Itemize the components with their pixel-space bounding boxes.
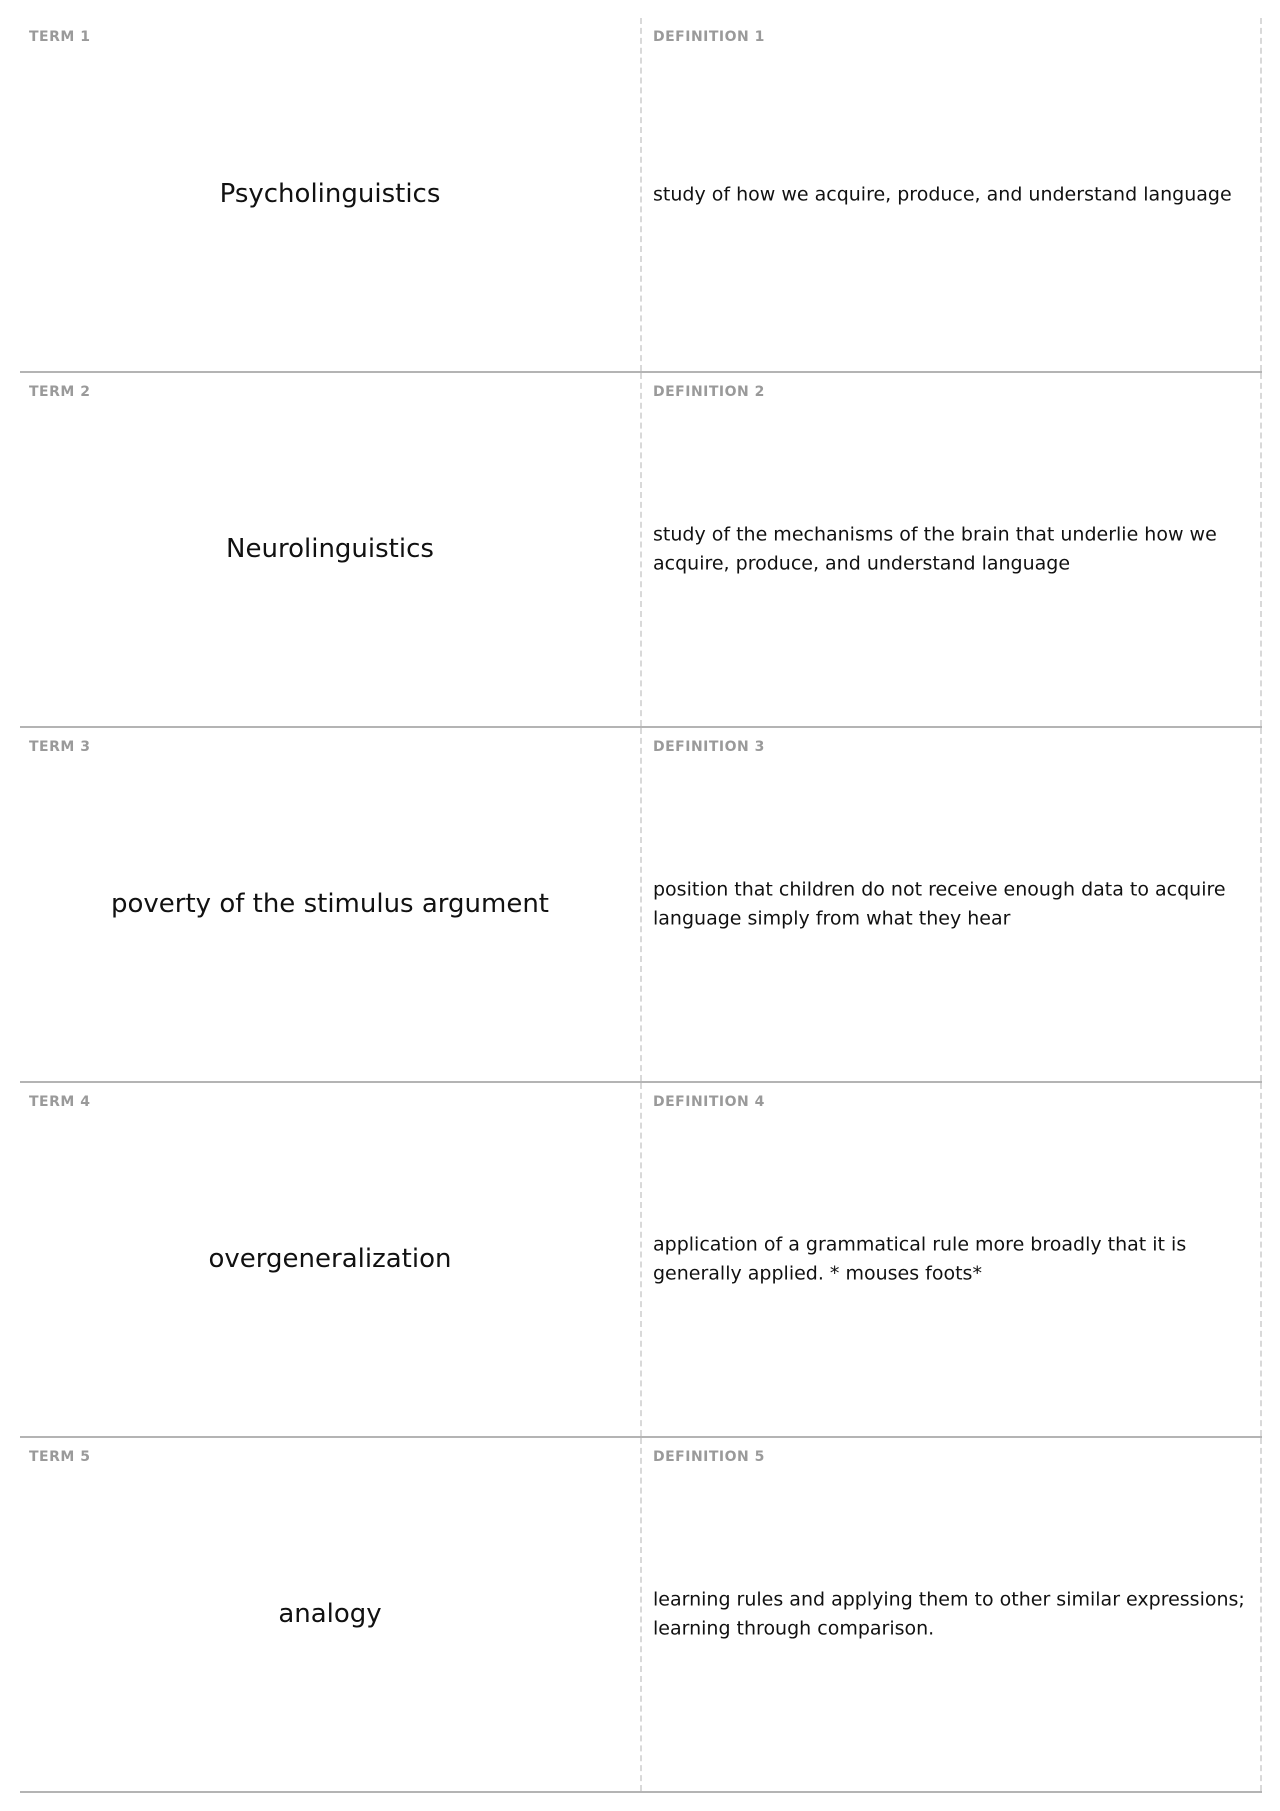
flashcard-row: [20, 18, 1262, 373]
term-cell: [20, 18, 642, 371]
term-cell: [20, 373, 642, 726]
definition-text: study of the mechanisms of the brain that underlie how we acquire, produce, and understand language: [653, 523, 1217, 575]
definition-text: study of how we acquire, produce, and understand language: [653, 182, 1232, 205]
flashcard-row: [20, 1438, 1262, 1793]
definition-label: DEFINITION 4: [653, 1094, 765, 1110]
term-label: TERM 3: [29, 739, 91, 755]
term-text: Neurolinguistics: [226, 533, 434, 564]
definition-cell: [642, 373, 1262, 726]
term-cell: [20, 1438, 642, 1791]
term-label: TERM 4: [29, 1094, 91, 1110]
term-text: poverty of the stimulus argument: [110, 888, 549, 919]
definition-text: position that children do not receive enough data to acquire language simply from what they hear: [653, 878, 1226, 930]
definition-cell: [642, 1083, 1262, 1436]
term-text: overgeneralization: [208, 1243, 452, 1274]
flashcard-sheet: [20, 18, 1262, 1793]
definition-label: DEFINITION 3: [653, 739, 765, 755]
definition-label: DEFINITION 5: [653, 1449, 765, 1465]
definition-label: DEFINITION 1: [653, 29, 765, 45]
definition-cell: [642, 728, 1262, 1081]
definition-label: DEFINITION 2: [653, 384, 765, 400]
term-text: Psycholinguistics: [219, 178, 441, 209]
term-label: TERM 2: [29, 384, 91, 400]
flashcard-row: [20, 728, 1262, 1083]
definition-text: application of a grammatical rule more broadly that it is generally applied. * mouses foots*: [653, 1233, 1187, 1285]
term-text: analogy: [278, 1598, 382, 1629]
term-cell: [20, 728, 642, 1081]
term-label: TERM 1: [29, 29, 91, 45]
term-label: TERM 5: [29, 1449, 91, 1465]
flashcard-row: [20, 1083, 1262, 1438]
term-cell: [20, 1083, 642, 1436]
definition-text: learning rules and applying them to other similar expressions; learning through comparison.: [653, 1588, 1245, 1640]
definition-cell: [642, 1438, 1262, 1791]
definition-cell: [642, 18, 1262, 371]
flashcard-row: [20, 373, 1262, 728]
